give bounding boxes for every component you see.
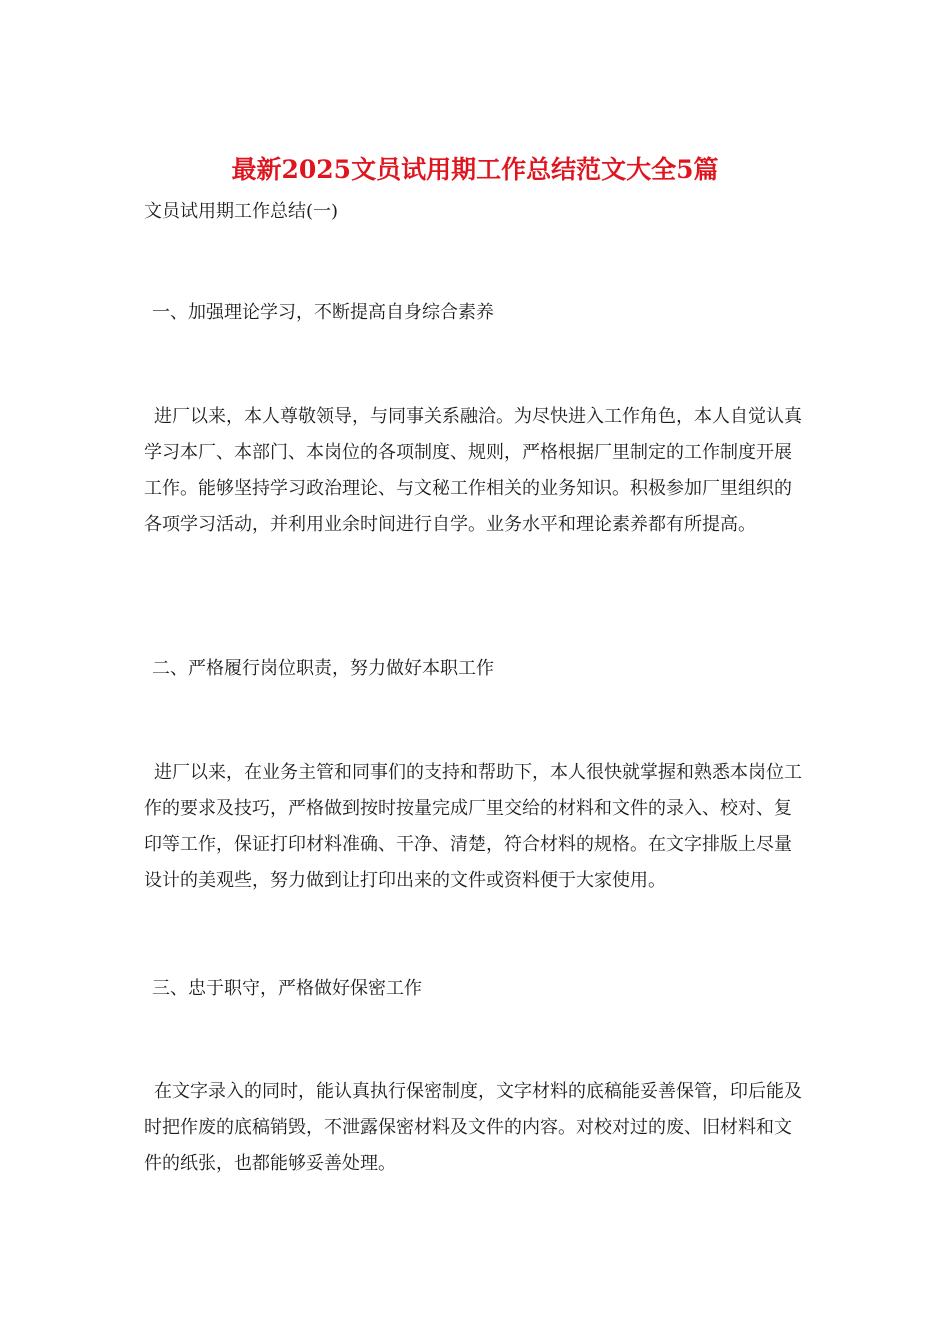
document-subtitle: 文员试用期工作总结(一): [144, 201, 339, 222]
section-body-3: 在文字录入的同时，能认真执行保密制度，文字材料的底稿能妥善保管，印后能及时把作废的底稿销毁，不泄露保密材料及文件的内容。对校对过的废、旧材料和文件的纸张，也都能够妥善处理。: [144, 1081, 802, 1174]
section-heading-2: 二、严格履行岗位职责，努力做好本职工作: [152, 658, 494, 679]
section-body-1: 进厂以来，本人尊敬领导，与同事关系融洽。为尽快进入工作角色，本人自觉认真学习本厂、本部门、本岗位的各项制度、规则，严格根据厂里制定的工作制度开展工作。能够坚持学习政治理论、与文秘工作相关的业务知识。积极参加厂里组织的各项学习活动，并利用业余时间进行自学。业务水平和理论素养都有所提高。: [144, 406, 802, 535]
document-title: 最新2025文员试用期工作总结范文大全5篇: [231, 155, 719, 184]
section-body-2: 进厂以来，在业务主管和同事们的支持和帮助下，本人很快就掌握和熟悉本岗位工作的要求及技巧，严格做到按时按量完成厂里交给的材料和文件的录入、校对、复印等工作，保证打印材料准确、干净、清楚，符合材料的规格。在文字排版上尽量设计的美观些，努力做到让打印出来的文件或资料便于大家使用。: [144, 762, 802, 891]
section-heading-1: 一、加强理论学习，不断提高自身综合素养: [152, 302, 494, 323]
section-heading-3: 三、忠于职守，严格做好保密工作: [152, 978, 422, 999]
